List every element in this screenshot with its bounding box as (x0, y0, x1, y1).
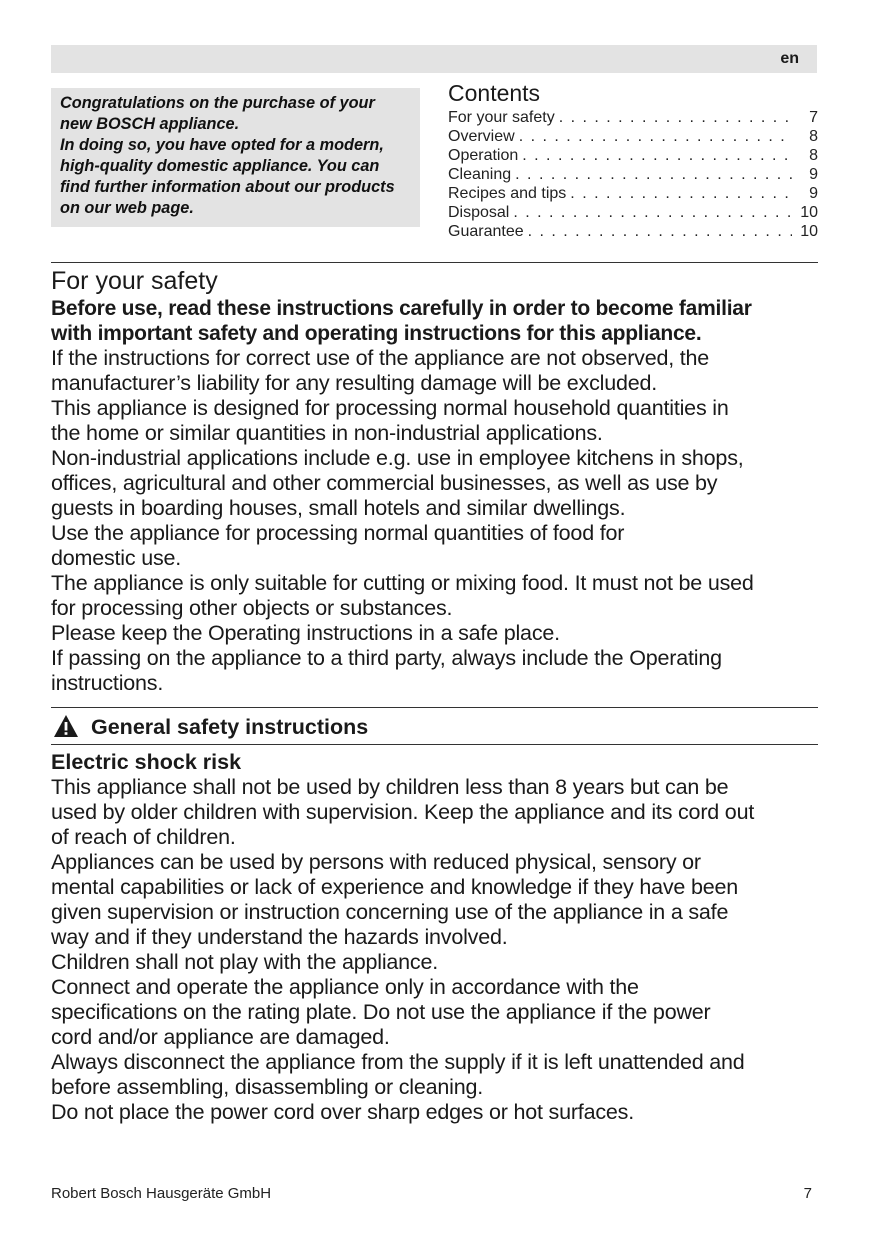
safety-line: Non-industrial applications include e.g. use in employee kitchens in shops, (51, 446, 744, 470)
intro-box (51, 88, 420, 227)
toc-label: Operation (448, 147, 519, 164)
toc-leader (519, 127, 792, 146)
electric-line: This appliance shall not be used by children less than 8 years but can be (51, 775, 729, 799)
safety-line: manufacturer’s liability for any resulting damage will be excluded. (51, 371, 658, 395)
safety-line: domestic use. (51, 546, 182, 570)
electric-line: Always disconnect the appliance from the supply if it is left unattended and (51, 1050, 745, 1074)
toc-label: Recipes and tips (448, 185, 567, 202)
toc-label: Overview (448, 128, 515, 145)
electric-line: Appliances can be used by persons with reduced physical, sensory or (51, 850, 701, 874)
electric-line: Connect and operate the appliance only in accordance with the (51, 975, 639, 999)
electric-line: Do not place the power cord over sharp edges or hot surfaces. (51, 1100, 634, 1124)
general-safety-heading (51, 712, 818, 742)
contents-title: Contents (448, 80, 541, 106)
section-divider (51, 707, 818, 708)
toc-entry[interactable] (448, 108, 818, 127)
toc-leader (513, 203, 792, 222)
toc-page: 9 (809, 166, 818, 183)
safety-line: Please keep the Operating instructions in a safe place. (51, 621, 560, 645)
intro-line: new BOSCH appliance. (60, 115, 240, 133)
safety-line: If passing on the appliance to a third party, always include the Operating (51, 646, 722, 670)
safety-line: guests in boarding houses, small hotels and similar dwellings. (51, 496, 626, 520)
toc-page: 10 (800, 204, 818, 221)
safety-line: offices, agricultural and other commercial businesses, as well as use by (51, 471, 718, 495)
toc-page: 10 (800, 223, 818, 240)
intro-line: on our web page. (60, 199, 194, 217)
toc-leader (522, 146, 792, 165)
toc-entry[interactable] (448, 127, 818, 146)
language-code: en (780, 50, 799, 67)
safety-lead-line: Before use, read these instructions carefully in order to become familiar (51, 297, 752, 320)
intro-line: find further information about our products (60, 178, 395, 196)
electric-shock-section (51, 750, 821, 1125)
intro-line: high-quality domestic appliance. You can (60, 157, 380, 175)
footer-page-number: 7 (803, 1185, 812, 1202)
table-of-contents (448, 78, 818, 241)
safety-line: the home or similar quantities in non-industrial applications. (51, 421, 603, 445)
electric-line: given supervision or instruction concerning use of the appliance in a safe (51, 900, 729, 924)
safety-line: Use the appliance for processing normal quantities of food for (51, 521, 625, 545)
electric-line: specifications on the rating plate. Do not use the appliance if the power (51, 1000, 711, 1024)
language-bar (51, 45, 817, 73)
toc-label: Guarantee (448, 223, 524, 240)
electric-line: before assembling, disassembling or cleaning. (51, 1075, 483, 1099)
electric-line: way and if they understand the hazards involved. (51, 925, 508, 949)
electric-line: mental capabilities or lack of experience and knowledge if they have been (51, 875, 738, 899)
safety-line: The appliance is only suitable for cutting or mixing food. It must not be used (51, 571, 754, 595)
safety-line: for processing other objects or substances. (51, 596, 453, 620)
safety-line: This appliance is designed for processing normal household quantities in (51, 396, 729, 420)
toc-label: For your safety (448, 109, 555, 126)
intro-line: In doing so, you have opted for a modern, (60, 136, 384, 154)
toc-label: Disposal (448, 204, 510, 221)
section-divider (51, 744, 818, 745)
footer-company: Robert Bosch Hausgeräte GmbH (51, 1185, 272, 1202)
intro-line: Congratulations on the purchase of your (60, 94, 375, 112)
electric-line: used by older children with supervision. Keep the appliance and its cord out (51, 800, 755, 824)
safety-section (51, 266, 821, 696)
toc-entry[interactable] (448, 165, 818, 184)
toc-page: 8 (809, 147, 818, 164)
safety-line: If the instructions for correct use of the appliance are not observed, the (51, 346, 710, 370)
toc-entry[interactable] (448, 184, 818, 203)
electric-shock-title: Electric shock risk (51, 750, 242, 774)
safety-title: For your safety (51, 267, 218, 295)
toc-page: 7 (809, 109, 818, 126)
toc-page: 8 (809, 128, 818, 145)
toc-entry[interactable] (448, 222, 818, 241)
general-safety-title: General safety instructions (91, 714, 369, 739)
electric-line: Children shall not play with the appliance. (51, 950, 438, 974)
toc-entry[interactable] (448, 203, 818, 222)
toc-label: Cleaning (448, 166, 512, 183)
safety-lead-line: with important safety and operating instructions for this appliance. (51, 322, 702, 345)
safety-line: instructions. (51, 671, 164, 695)
toc-leader (515, 165, 792, 184)
toc-entry[interactable] (448, 146, 818, 165)
warning-icon (51, 714, 81, 740)
page-footer (51, 1185, 818, 1202)
section-divider (51, 262, 818, 263)
electric-line: cord and/or appliance are damaged. (51, 1025, 390, 1049)
toc-leader (528, 222, 792, 241)
toc-leader (559, 108, 792, 127)
electric-line: of reach of children. (51, 825, 236, 849)
toc-page: 9 (809, 185, 818, 202)
toc-leader (570, 184, 792, 203)
